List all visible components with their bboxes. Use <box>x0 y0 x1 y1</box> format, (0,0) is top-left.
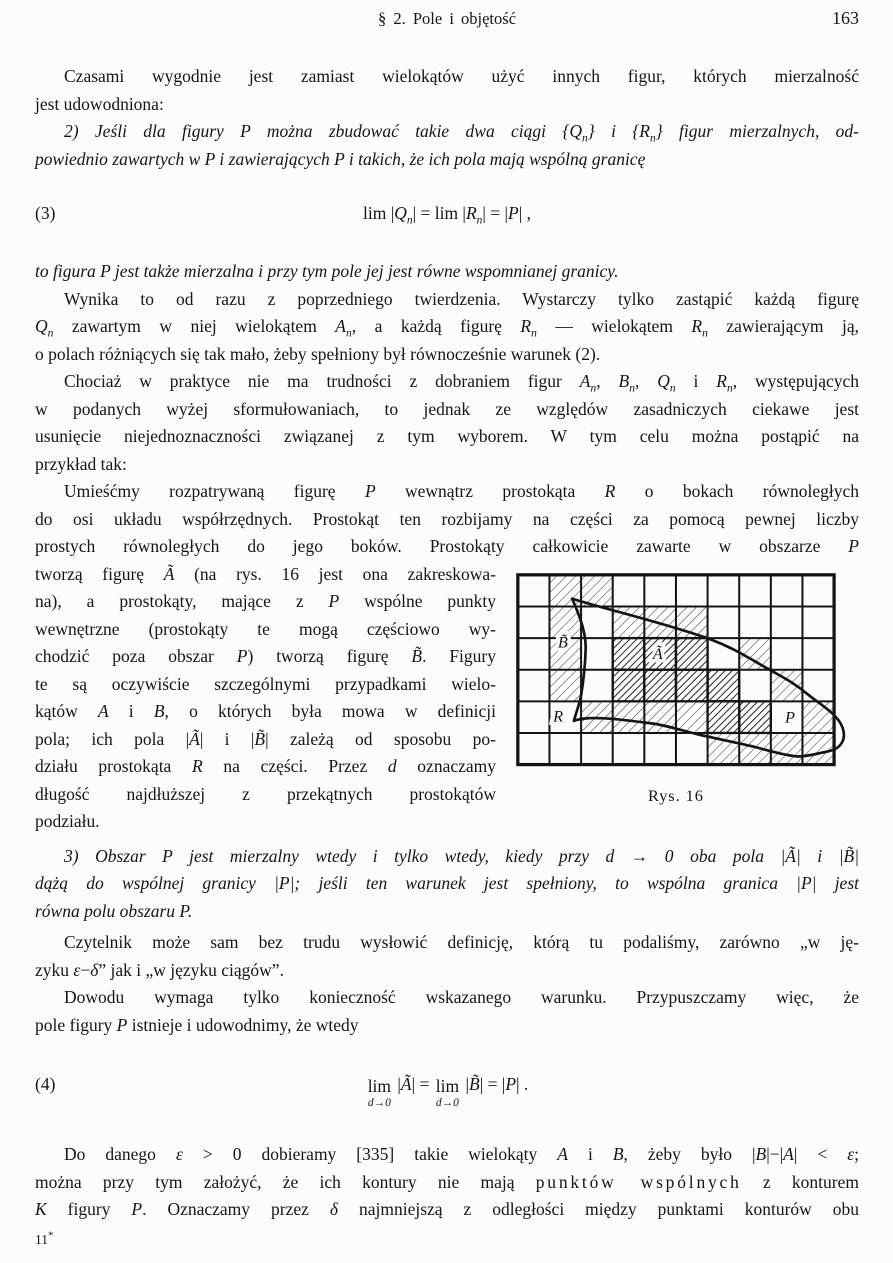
text-run: B <box>153 701 165 721</box>
text-run: P <box>508 203 519 223</box>
text-run: P <box>848 536 859 556</box>
text-run: A <box>97 701 109 721</box>
text-line <box>35 506 859 534</box>
lim-text: lim <box>435 1076 460 1096</box>
text-run: podziału. <box>35 811 100 831</box>
text-run: najmniejszą z odległości między punktami konturów obu <box>338 1199 859 1219</box>
text-line <box>35 1169 859 1197</box>
figure-label-P: P <box>785 706 795 726</box>
text-run: δ <box>90 959 99 980</box>
text-run: | i | <box>199 728 255 749</box>
text-run: n <box>47 327 54 340</box>
hatched-cell-light <box>802 701 834 733</box>
text-run: zawierającym ją, <box>707 316 859 336</box>
text-run: | = | <box>482 203 509 223</box>
text-run: Chociaż w praktyce nie ma trudności z dobraniem figur <box>64 371 580 391</box>
paragraph-dowodu <box>35 984 859 1039</box>
paragraph-do-danego <box>35 1141 859 1224</box>
text-run: Ã <box>163 563 175 584</box>
equation-4-number: (4) <box>35 1074 56 1094</box>
text-run: lim | <box>362 203 395 223</box>
text-run: pole figury <box>35 1014 117 1035</box>
text-run: , <box>596 371 619 391</box>
text-run: P <box>505 1074 517 1094</box>
text-run: B̃ <box>411 646 423 666</box>
text-run: , występujących <box>732 371 860 391</box>
hatched-cell-light <box>771 732 803 764</box>
hatched-cell-dense <box>613 638 645 670</box>
hatched-cell-light <box>676 701 708 733</box>
text-run: zawartym w niej wielokątem <box>53 316 336 336</box>
paragraph-theorem-2-conclusion <box>35 258 859 286</box>
text-run: n <box>346 327 352 340</box>
text-run: R <box>716 371 727 391</box>
text-run: długość najdłuższej z przekątnych prostokątów <box>35 783 496 804</box>
text-run: usunięcie niejednoznaczności związanej z tym wyborem. W tym celu można postąpić na <box>35 426 859 446</box>
text-run: P <box>131 1199 143 1219</box>
text-run: wewnątrz prostokąta <box>375 481 605 501</box>
text-run: R <box>604 481 616 501</box>
page-content <box>35 0 859 1224</box>
text-line <box>35 843 859 871</box>
equation-3-body <box>362 203 531 227</box>
text-run: można przy tym założyć, że ich kontury nie mają <box>35 1171 536 1192</box>
text-run: zyku <box>35 959 74 980</box>
text-line <box>35 808 859 836</box>
text-run: , żeby było | <box>623 1144 756 1164</box>
text-run: powiednio zawartych w P i zawierających P i takich, że ich pola mają wspólną granicę <box>35 148 646 169</box>
hatched-cell-light <box>802 732 834 764</box>
text-line <box>35 929 859 957</box>
text-line <box>35 258 859 286</box>
text-run: ε <box>175 1144 183 1164</box>
text-line <box>35 423 859 451</box>
text-run: Ã <box>400 1074 412 1094</box>
text-run: R <box>192 756 203 776</box>
text-run: P <box>236 646 248 666</box>
text-run: chodzić poza obszar <box>35 646 237 666</box>
text-run: R <box>465 203 477 223</box>
text-line <box>35 341 859 369</box>
text-run: n <box>629 382 635 395</box>
text-run: i <box>108 701 154 721</box>
text-run: Ã <box>189 728 200 749</box>
hatched-cell-light <box>613 701 645 733</box>
lim-under-text: d→0 <box>435 1097 459 1109</box>
lim-stack-A <box>368 1075 391 1110</box>
figure-caption: Rys. 16 <box>648 785 704 805</box>
text-run: ; <box>854 1144 859 1164</box>
paragraph-chociaz <box>35 368 859 478</box>
text-run: tworzą figurę <box>35 563 164 584</box>
text-run: pola; ich pola | <box>35 728 190 749</box>
text-run: równa polu obszaru P. <box>35 900 193 921</box>
text-run: K <box>35 1199 47 1219</box>
text-line <box>35 118 859 146</box>
text-run: | . <box>516 1074 529 1094</box>
text-run: P <box>328 591 340 611</box>
text-run: n <box>476 214 483 227</box>
text-line <box>35 396 859 424</box>
text-run: Q <box>35 316 48 336</box>
text-line <box>35 957 859 985</box>
text-run: oznaczamy <box>396 756 497 776</box>
text-run: A <box>557 1144 568 1164</box>
text-run: ε <box>73 959 81 980</box>
hatched-cell-dense <box>613 669 645 701</box>
text-run: kątów <box>35 701 98 721</box>
text-run: B̃ <box>254 728 266 749</box>
text-run: przykład tak: <box>35 453 127 474</box>
figure-label-R: R <box>553 705 564 725</box>
text-run: i <box>675 371 717 391</box>
text-run: d <box>387 756 397 776</box>
text-run: do osi układu współrzędnych. Prostokąt ten rozbijamy na części za pomocą pewnej liczby <box>35 508 859 529</box>
text-run: |−| <box>766 1144 784 1164</box>
text-run: istnieje i udowodnimy, że wtedy <box>127 1014 359 1035</box>
text-run: . Figury <box>422 646 496 666</box>
hatched-cell-dense <box>708 669 740 701</box>
hatched-cell-dense <box>644 669 676 701</box>
text-line <box>35 63 859 91</box>
paragraph-czytelnik <box>35 929 859 984</box>
text-run: Q <box>657 371 670 391</box>
text-run: , <box>634 371 658 391</box>
text-run: Do danego <box>64 1144 176 1164</box>
text-run: Wynika to od razu z poprzedniego twierdzenia. Wystarczy tylko zastąpić każdą figurę <box>64 288 859 309</box>
figure-rys-16 <box>514 571 859 813</box>
text-line <box>35 1012 859 1040</box>
text-run: | = lim | <box>412 203 466 223</box>
paragraph-figure-column <box>35 561 859 836</box>
figure-label-B̃: B̃ <box>557 632 568 652</box>
text-line <box>35 368 859 396</box>
text-run: punktów wspólnych <box>535 1171 742 1192</box>
text-run: Q <box>394 203 407 223</box>
text-line <box>35 533 859 561</box>
hatched-cell-dense <box>708 701 740 733</box>
text-line <box>35 1141 859 1169</box>
text-run: o polach różniących się tak mało, żeby spełniony był równocześnie warunek (2). <box>35 343 601 364</box>
text-run: | = <box>411 1074 434 1094</box>
text-run: działu prostokąta <box>35 756 192 776</box>
text-run: i <box>567 1144 613 1164</box>
text-run: } i {R <box>587 121 650 141</box>
text-run: wspólne punkty <box>339 591 496 611</box>
text-run: ) tworzą figurę <box>247 646 412 666</box>
text-run: n <box>590 382 597 395</box>
text-run: . Oznaczamy przez <box>142 1199 330 1219</box>
text-run: Umieśćmy rozpatrywaną figurę <box>64 481 365 501</box>
paragraph-umiescmy <box>35 478 859 561</box>
text-run: dążą do wspólnej granicy |P|; jeśli ten warunek jest spełniony, to wspólna granica |P| jest <box>35 873 859 893</box>
hatched-cell-dense <box>676 669 708 701</box>
text-line <box>35 478 859 506</box>
text-run: (na rys. 16 jest ona zakreskowa- <box>174 563 496 584</box>
text-line <box>35 984 859 1012</box>
text-run: figury <box>46 1199 132 1219</box>
text-run: R <box>520 316 532 336</box>
equation-3-number: (3) <box>35 203 56 223</box>
equation-3 <box>35 200 859 227</box>
text-run: | <box>397 1074 401 1094</box>
text-line <box>35 313 859 341</box>
text-line <box>35 91 859 119</box>
text-run: prostych równoległych do jego boków. Prostokąty całkowicie zawarte w obszarze <box>35 536 849 556</box>
text-run: δ <box>329 1199 338 1219</box>
hatched-cell-dense <box>676 638 708 670</box>
text-run: B <box>618 371 630 391</box>
text-run: na), a prostokąty, mające z <box>35 591 329 611</box>
text-run: A <box>579 371 591 391</box>
text-line <box>35 146 859 174</box>
equation-4-part-a <box>397 1074 433 1094</box>
text-line <box>35 286 859 314</box>
text-run: B <box>755 1144 767 1164</box>
text-run: na części. Przez <box>202 756 388 776</box>
text-line <box>35 1196 859 1224</box>
hatched-cell-light <box>549 669 581 701</box>
text-run: 2) Jeśli dla figury P można zbudować takie dwa ciągi {Q <box>64 121 582 141</box>
text-run: | <box>465 1074 469 1094</box>
text-run: ” jak i „w języku ciągów”. <box>98 959 284 980</box>
text-run: } figur mierzalnych, od- <box>655 121 859 141</box>
hatched-cell-dense <box>739 701 771 733</box>
text-run: | < <box>793 1144 848 1164</box>
text-run: | = | <box>479 1074 506 1094</box>
text-run: wewnętrzne (prostokąty te mogą częściowo wy- <box>35 618 496 639</box>
lim-under-text: d→0 <box>367 1097 391 1109</box>
text-run: n <box>582 132 588 145</box>
page-number: 163 <box>832 8 859 28</box>
text-run: — wielokątem <box>536 316 692 336</box>
text-run: Dowodu wymaga tylko konieczność wskazanego warunku. Przypuszczamy więc, że <box>64 987 859 1007</box>
text-run: , a każdą figurę <box>351 316 521 336</box>
paragraph-wynika <box>35 286 859 369</box>
paragraph-theorem-2 <box>35 118 859 173</box>
text-run: 3) Obszar P jest mierzalny wtedy i tylko wtedy, kiedy przy d → 0 oba pola |Ã| i |B̃| <box>64 845 859 866</box>
equation-4 <box>35 1062 859 1110</box>
paragraph-intro <box>35 63 859 118</box>
text-run: | zależą od sposobu po- <box>265 728 496 749</box>
text-line <box>35 451 859 479</box>
hatched-cell-light <box>549 574 581 606</box>
text-run: − <box>80 959 91 980</box>
text-run: R <box>691 316 703 336</box>
text-run: n <box>702 327 708 340</box>
text-run: , o których była mowa w definicji <box>164 701 496 721</box>
text-run: n <box>531 327 537 340</box>
text-run: P <box>116 1014 128 1035</box>
text-line <box>35 898 859 926</box>
text-run: B <box>612 1144 624 1164</box>
text-run: A <box>783 1144 794 1164</box>
figure-rys-16-drawing <box>514 571 859 813</box>
text-run: n <box>727 382 733 395</box>
text-run: n <box>406 214 413 227</box>
text-run: n <box>669 382 676 395</box>
section-title: § 2. Pole i objętość <box>377 9 517 28</box>
text-run: n <box>649 132 656 145</box>
text-run: to figura P jest także mierzalna i przy tym pole jej jest równe wspomnianej granicy. <box>35 261 619 281</box>
text-run: B̃ <box>468 1074 480 1094</box>
text-run: w podanych wyżej sformułowaniach, to jednak ze względów zasadniczych ciekawe jest <box>35 398 859 419</box>
running-header <box>35 9 859 33</box>
figure-label-Ã: Ã <box>652 643 663 663</box>
text-run: Czasami wygodnie jest zamiast wielokątów użyć innych figur, których mierzalność <box>64 66 859 86</box>
equation-4-part-b <box>465 1074 528 1094</box>
lim-stack-B <box>436 1075 459 1110</box>
text-run: * <box>48 1229 54 1242</box>
signature-mark <box>35 1229 54 1248</box>
text-run: z konturem <box>741 1171 860 1192</box>
text-run: jest udowodniona: <box>35 93 164 114</box>
text-run: Czytelnik może sam bez trudu wysłowić definicję, którą tu podaliśmy, zarówno „w ję- <box>64 932 859 952</box>
text-run: | , <box>518 203 531 223</box>
text-run: P <box>364 481 376 501</box>
text-run: te są oczywiście szczególnymi przypadkami wielo- <box>35 673 496 694</box>
text-line <box>35 870 859 898</box>
text-run: 11 <box>35 1232 48 1247</box>
text-run: A <box>335 316 346 336</box>
text-run: > 0 dobieramy [335] takie wielokąty <box>182 1144 558 1164</box>
paragraph-theorem-3 <box>35 843 859 926</box>
lim-text: lim <box>367 1076 392 1096</box>
text-run: ε <box>847 1144 855 1164</box>
text-run: o bokach równoległych <box>615 481 859 501</box>
